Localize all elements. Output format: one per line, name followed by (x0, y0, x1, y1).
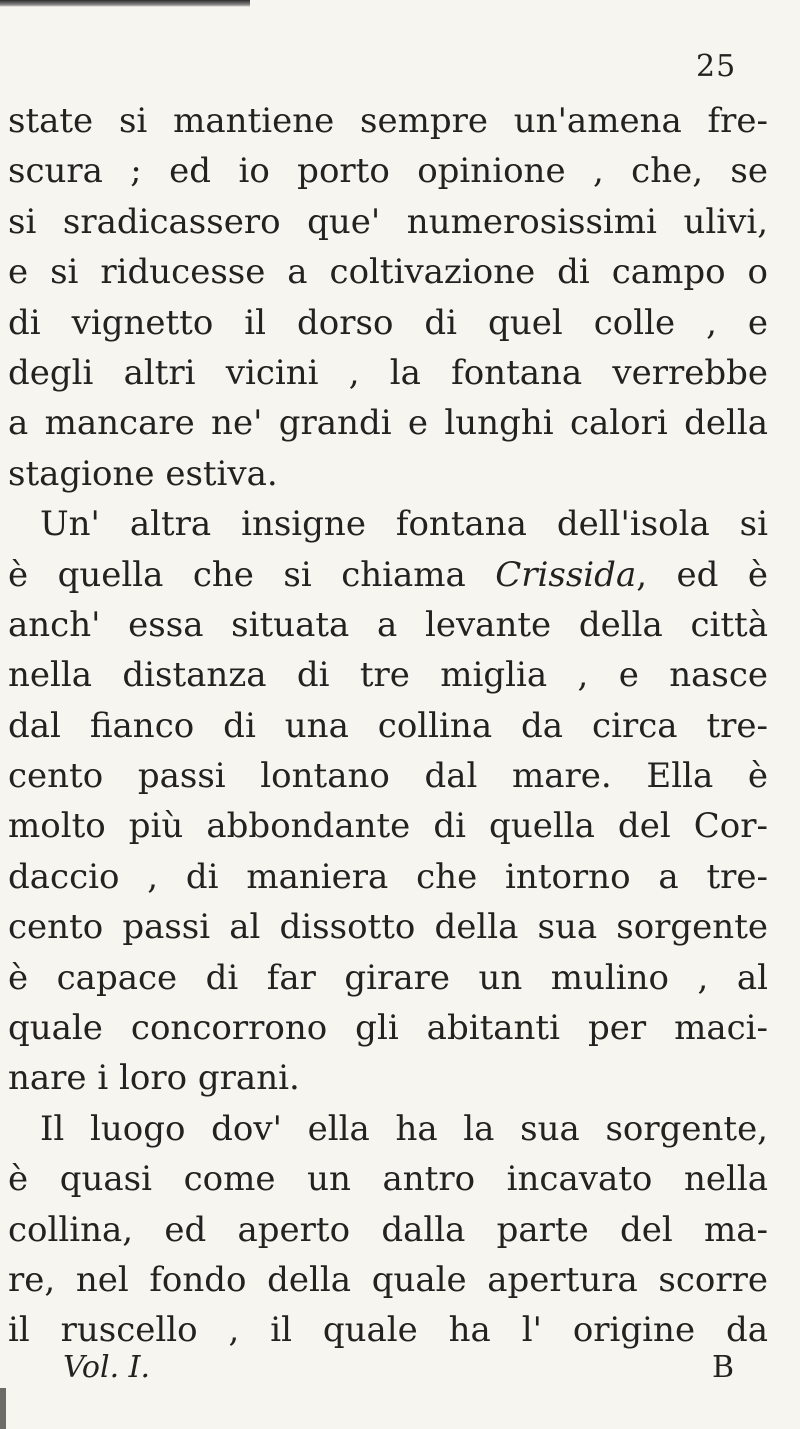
text-line: re, nel fondo della quale apertura scorre (8, 1259, 768, 1300)
text-line: stagione estiva. (8, 453, 278, 494)
text-fragment: , ed è (636, 554, 768, 595)
text-line: collina, ed aperto dalla parte del ma- (8, 1209, 768, 1250)
text-line: il ruscello , il quale ha l' origine da (8, 1310, 768, 1351)
text-line: state si mantiene sempre un'amena fre- (8, 101, 768, 141)
text-line: molto più abbondante di quella del Cor- (8, 806, 768, 847)
text-line: nella distanza di tre miglia , e nasce (8, 655, 768, 696)
text-line: nare i loro grani. (8, 1058, 300, 1099)
text-line: daccio , di maniera che intorno a tre- (8, 856, 768, 897)
text-line: e si riducesse a coltivazione di campo o (8, 252, 768, 293)
text-line: è capace di far girare un mulino , al (8, 957, 768, 998)
signature-mark: B (712, 1350, 735, 1385)
text-line: dal fianco di una collina da circa tre- (8, 705, 768, 746)
text-line: si sradicassero que' numerosissimi ulivi, (8, 201, 768, 242)
text-line: degli altri vicini , la fontana verrebbe (8, 352, 768, 393)
text-line: anch' essa situata a levante della città (8, 604, 768, 645)
text-line: quale concorrono gli abitanti per maci- (8, 1008, 768, 1049)
text-line: Il luogo dov' ella ha la sua sorgente, (40, 1108, 768, 1149)
text-line: scura ; ed io porto opinione , che, se (8, 151, 768, 192)
body-text (8, 96, 768, 1356)
emphasized-name: Crissida (495, 554, 637, 595)
text-line-with-emphasis (8, 550, 768, 600)
text-line: cento passi lontano dal mare. Ella è (8, 756, 768, 797)
page-top-edge (0, 0, 250, 7)
text-line: a mancare ne' grandi e lunghi calori della (8, 403, 768, 444)
volume-label: Vol. I. (63, 1350, 151, 1385)
page-number: 25 (696, 49, 737, 84)
text-fragment: è quella che si chiama (8, 554, 496, 595)
text-line: Un' altra insigne fontana dell'isola si (40, 504, 768, 545)
scan-edge-mark (0, 1388, 6, 1429)
text-line: di vignetto il dorso di quel colle , e (8, 302, 768, 343)
text-line: cento passi al dissotto della sua sorgente (8, 907, 768, 948)
text-line: è quasi come un antro incavato nella (8, 1159, 768, 1200)
